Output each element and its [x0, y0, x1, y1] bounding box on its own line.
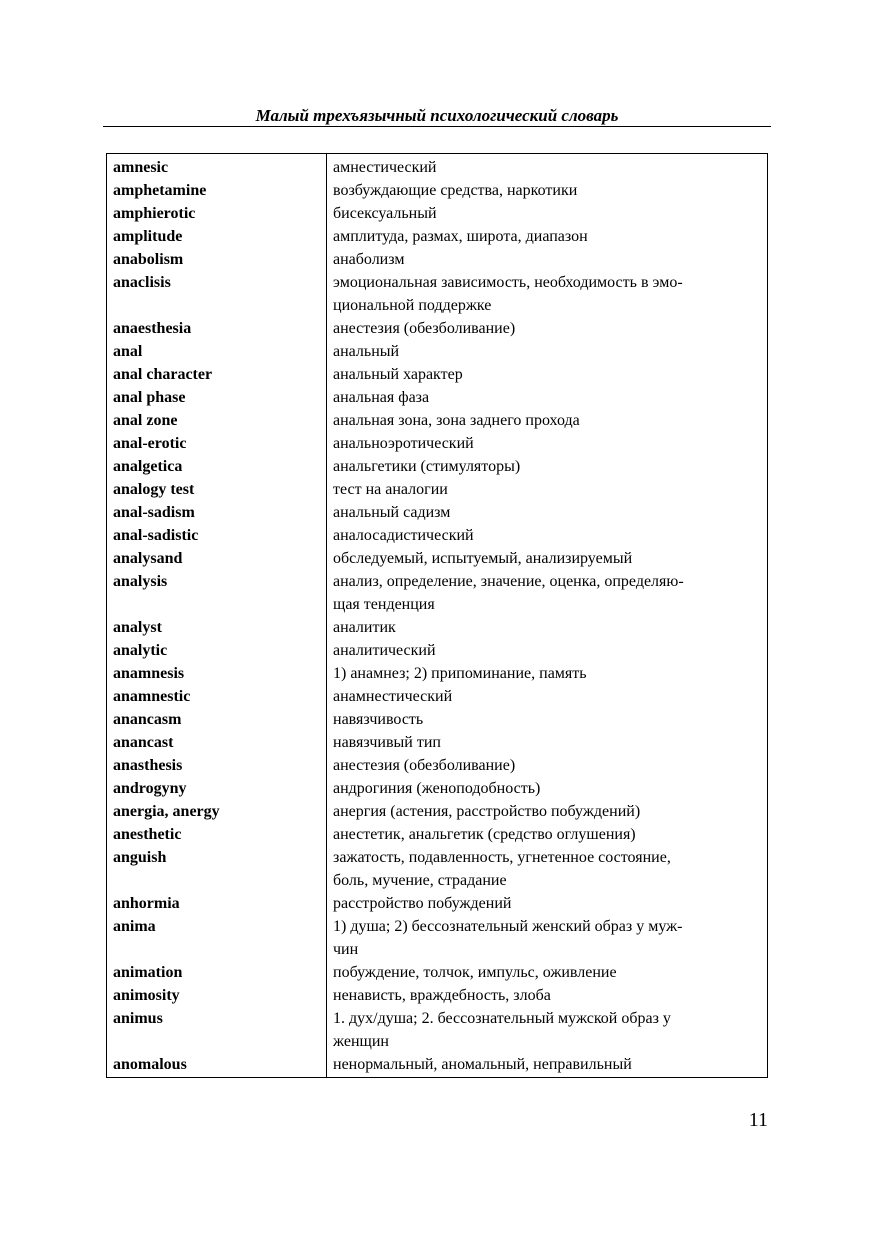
entry-term: anima [107, 915, 327, 961]
dictionary-row [107, 409, 768, 432]
entry-term: animus [107, 1007, 327, 1053]
entry-term: anamnesis [107, 662, 327, 685]
translation-line: бисексуальный [333, 205, 437, 222]
translation-line: анальный [333, 343, 400, 360]
translation-line: аналитик [333, 619, 396, 636]
entry-translation [327, 317, 768, 340]
dictionary-row [107, 731, 768, 754]
translation-line: эмоциональная зависимость, необходимость в эмо- [333, 274, 683, 291]
entry-term: anal-sadistic [107, 524, 327, 547]
entry-term: anal zone [107, 409, 327, 432]
translation-line: анализ, определение, значение, оценка, определяю- [333, 573, 684, 590]
dictionary-table [106, 153, 768, 1078]
entry-term: anhormia [107, 892, 327, 915]
translation-line: обследуемый, испытуемый, анализируемый [333, 550, 633, 567]
dictionary-row [107, 455, 768, 478]
translation-line: боль, мучение, страдание [333, 872, 507, 889]
dictionary-row [107, 271, 768, 317]
dictionary-row [107, 892, 768, 915]
translation-line: анальная зона, зона заднего прохода [333, 412, 580, 429]
dictionary-row [107, 1007, 768, 1053]
translation-line: щая тенденция [333, 596, 435, 613]
dictionary-row [107, 961, 768, 984]
translation-line: анальная фаза [333, 389, 430, 406]
translation-line: андрогиния (женоподобность) [333, 780, 541, 797]
translation-line: зажатость, подавленность, угнетенное состояние, [333, 849, 671, 866]
entry-term: anguish [107, 846, 327, 892]
translation-line: циональной поддержке [333, 297, 492, 314]
translation-line: анестетик, анальгетик (средство оглушения) [333, 826, 636, 843]
entry-term: anergia, anergy [107, 800, 327, 823]
entry-term: analogy test [107, 478, 327, 501]
entry-translation [327, 478, 768, 501]
translation-line: женщин [333, 1033, 389, 1050]
translation-line: амнестический [333, 159, 437, 176]
translation-line: анальгетики (стимуляторы) [333, 458, 521, 475]
dictionary-row [107, 478, 768, 501]
entry-translation [327, 340, 768, 363]
translation-line: аналосадистический [333, 527, 474, 544]
entry-translation [327, 154, 768, 180]
entry-translation [327, 524, 768, 547]
running-header [103, 106, 771, 127]
entry-term: anasthesis [107, 754, 327, 777]
translation-line: анальноэротический [333, 435, 474, 452]
dictionary-row [107, 179, 768, 202]
entry-translation [327, 1053, 768, 1078]
entry-term: anaclisis [107, 271, 327, 317]
entry-translation [327, 731, 768, 754]
entry-translation [327, 432, 768, 455]
translation-line: анамнестический [333, 688, 453, 705]
entry-term: anal [107, 340, 327, 363]
dictionary-row [107, 547, 768, 570]
dictionary-row [107, 639, 768, 662]
entry-translation [327, 823, 768, 846]
entry-translation [327, 777, 768, 800]
entry-translation [327, 225, 768, 248]
dictionary-row [107, 800, 768, 823]
entry-term: amnesic [107, 154, 327, 180]
entry-translation [327, 1007, 768, 1053]
entry-translation [327, 409, 768, 432]
page-number: 11 [748, 1109, 768, 1131]
entry-translation [327, 455, 768, 478]
translation-line: навязчивость [333, 711, 424, 728]
translation-line: 1) анамнез; 2) припоминание, память [333, 665, 587, 682]
entry-translation [327, 754, 768, 777]
dictionary-entries [107, 154, 768, 1078]
dictionary-row [107, 202, 768, 225]
entry-translation [327, 961, 768, 984]
entry-term: analytic [107, 639, 327, 662]
entry-translation [327, 570, 768, 616]
entry-translation [327, 892, 768, 915]
dictionary-row [107, 685, 768, 708]
dictionary-row [107, 754, 768, 777]
translation-line: анестезия (обезболивание) [333, 757, 516, 774]
entry-term: analyst [107, 616, 327, 639]
entry-term: androgyny [107, 777, 327, 800]
entry-term: anabolism [107, 248, 327, 271]
entry-translation [327, 662, 768, 685]
book-title: Малый трехъязычный психологический словарь [255, 106, 619, 125]
entry-term: animosity [107, 984, 327, 1007]
entry-translation [327, 248, 768, 271]
translation-line: анальный садизм [333, 504, 451, 521]
dictionary-row [107, 524, 768, 547]
entry-translation [327, 547, 768, 570]
dictionary-row [107, 662, 768, 685]
dictionary-row [107, 823, 768, 846]
translation-line: анестезия (обезболивание) [333, 320, 516, 337]
entry-term: anancasm [107, 708, 327, 731]
entry-term: anomalous [107, 1053, 327, 1078]
translation-line: возбуждающие средства, наркотики [333, 182, 578, 199]
translation-line: навязчивый тип [333, 734, 441, 751]
entry-translation [327, 708, 768, 731]
dictionary-row [107, 432, 768, 455]
entry-term: anal-erotic [107, 432, 327, 455]
dictionary-row [107, 248, 768, 271]
entry-translation [327, 685, 768, 708]
translation-line: анаболизм [333, 251, 405, 268]
entry-translation [327, 202, 768, 225]
dictionary-row [107, 1053, 768, 1078]
entry-translation [327, 179, 768, 202]
translation-line: анальный характер [333, 366, 463, 383]
translation-line: тест на аналогии [333, 481, 448, 498]
translation-line: расстройство побуждений [333, 895, 512, 912]
translation-line: 1. дух/душа; 2. бессознательный мужской образ у [333, 1010, 671, 1027]
entry-translation [327, 363, 768, 386]
entry-term: analysis [107, 570, 327, 616]
entry-translation [327, 800, 768, 823]
entry-term: anaesthesia [107, 317, 327, 340]
entry-translation [327, 915, 768, 961]
dictionary-row [107, 984, 768, 1007]
dictionary-row [107, 225, 768, 248]
entry-term: anal character [107, 363, 327, 386]
entry-translation [327, 616, 768, 639]
entry-term: anamnestic [107, 685, 327, 708]
translation-line: чин [333, 941, 359, 958]
translation-line: побуждение, толчок, импульс, оживление [333, 964, 617, 981]
entry-term: amphierotic [107, 202, 327, 225]
entry-term: amphetamine [107, 179, 327, 202]
dictionary-row [107, 340, 768, 363]
entry-term: analysand [107, 547, 327, 570]
dictionary-row [107, 846, 768, 892]
dictionary-row [107, 616, 768, 639]
dictionary-row [107, 570, 768, 616]
entry-term: amplitude [107, 225, 327, 248]
entry-translation [327, 271, 768, 317]
translation-line: 1) душа; 2) бессознательный женский образ у муж- [333, 918, 683, 935]
dictionary-row [107, 777, 768, 800]
translation-line: амплитуда, размах, широта, диапазон [333, 228, 588, 245]
dictionary-row [107, 317, 768, 340]
translation-line: анергия (астения, расстройство побуждений) [333, 803, 641, 820]
translation-line: ненормальный, аномальный, неправильный [333, 1056, 632, 1073]
entry-term: anesthetic [107, 823, 327, 846]
translation-line: ненависть, враждебность, злоба [333, 987, 551, 1004]
entry-term: anancast [107, 731, 327, 754]
entry-term: animation [107, 961, 327, 984]
entry-term: analgetica [107, 455, 327, 478]
dictionary-row [107, 708, 768, 731]
dictionary-row [107, 501, 768, 524]
dictionary-row [107, 154, 768, 180]
entry-translation [327, 846, 768, 892]
dictionary-row [107, 363, 768, 386]
dictionary-row [107, 386, 768, 409]
entry-translation [327, 501, 768, 524]
entry-term: anal-sadism [107, 501, 327, 524]
entry-translation [327, 386, 768, 409]
entry-translation [327, 984, 768, 1007]
entry-translation [327, 639, 768, 662]
translation-line: аналитический [333, 642, 436, 659]
entry-term: anal phase [107, 386, 327, 409]
dictionary-row [107, 915, 768, 961]
